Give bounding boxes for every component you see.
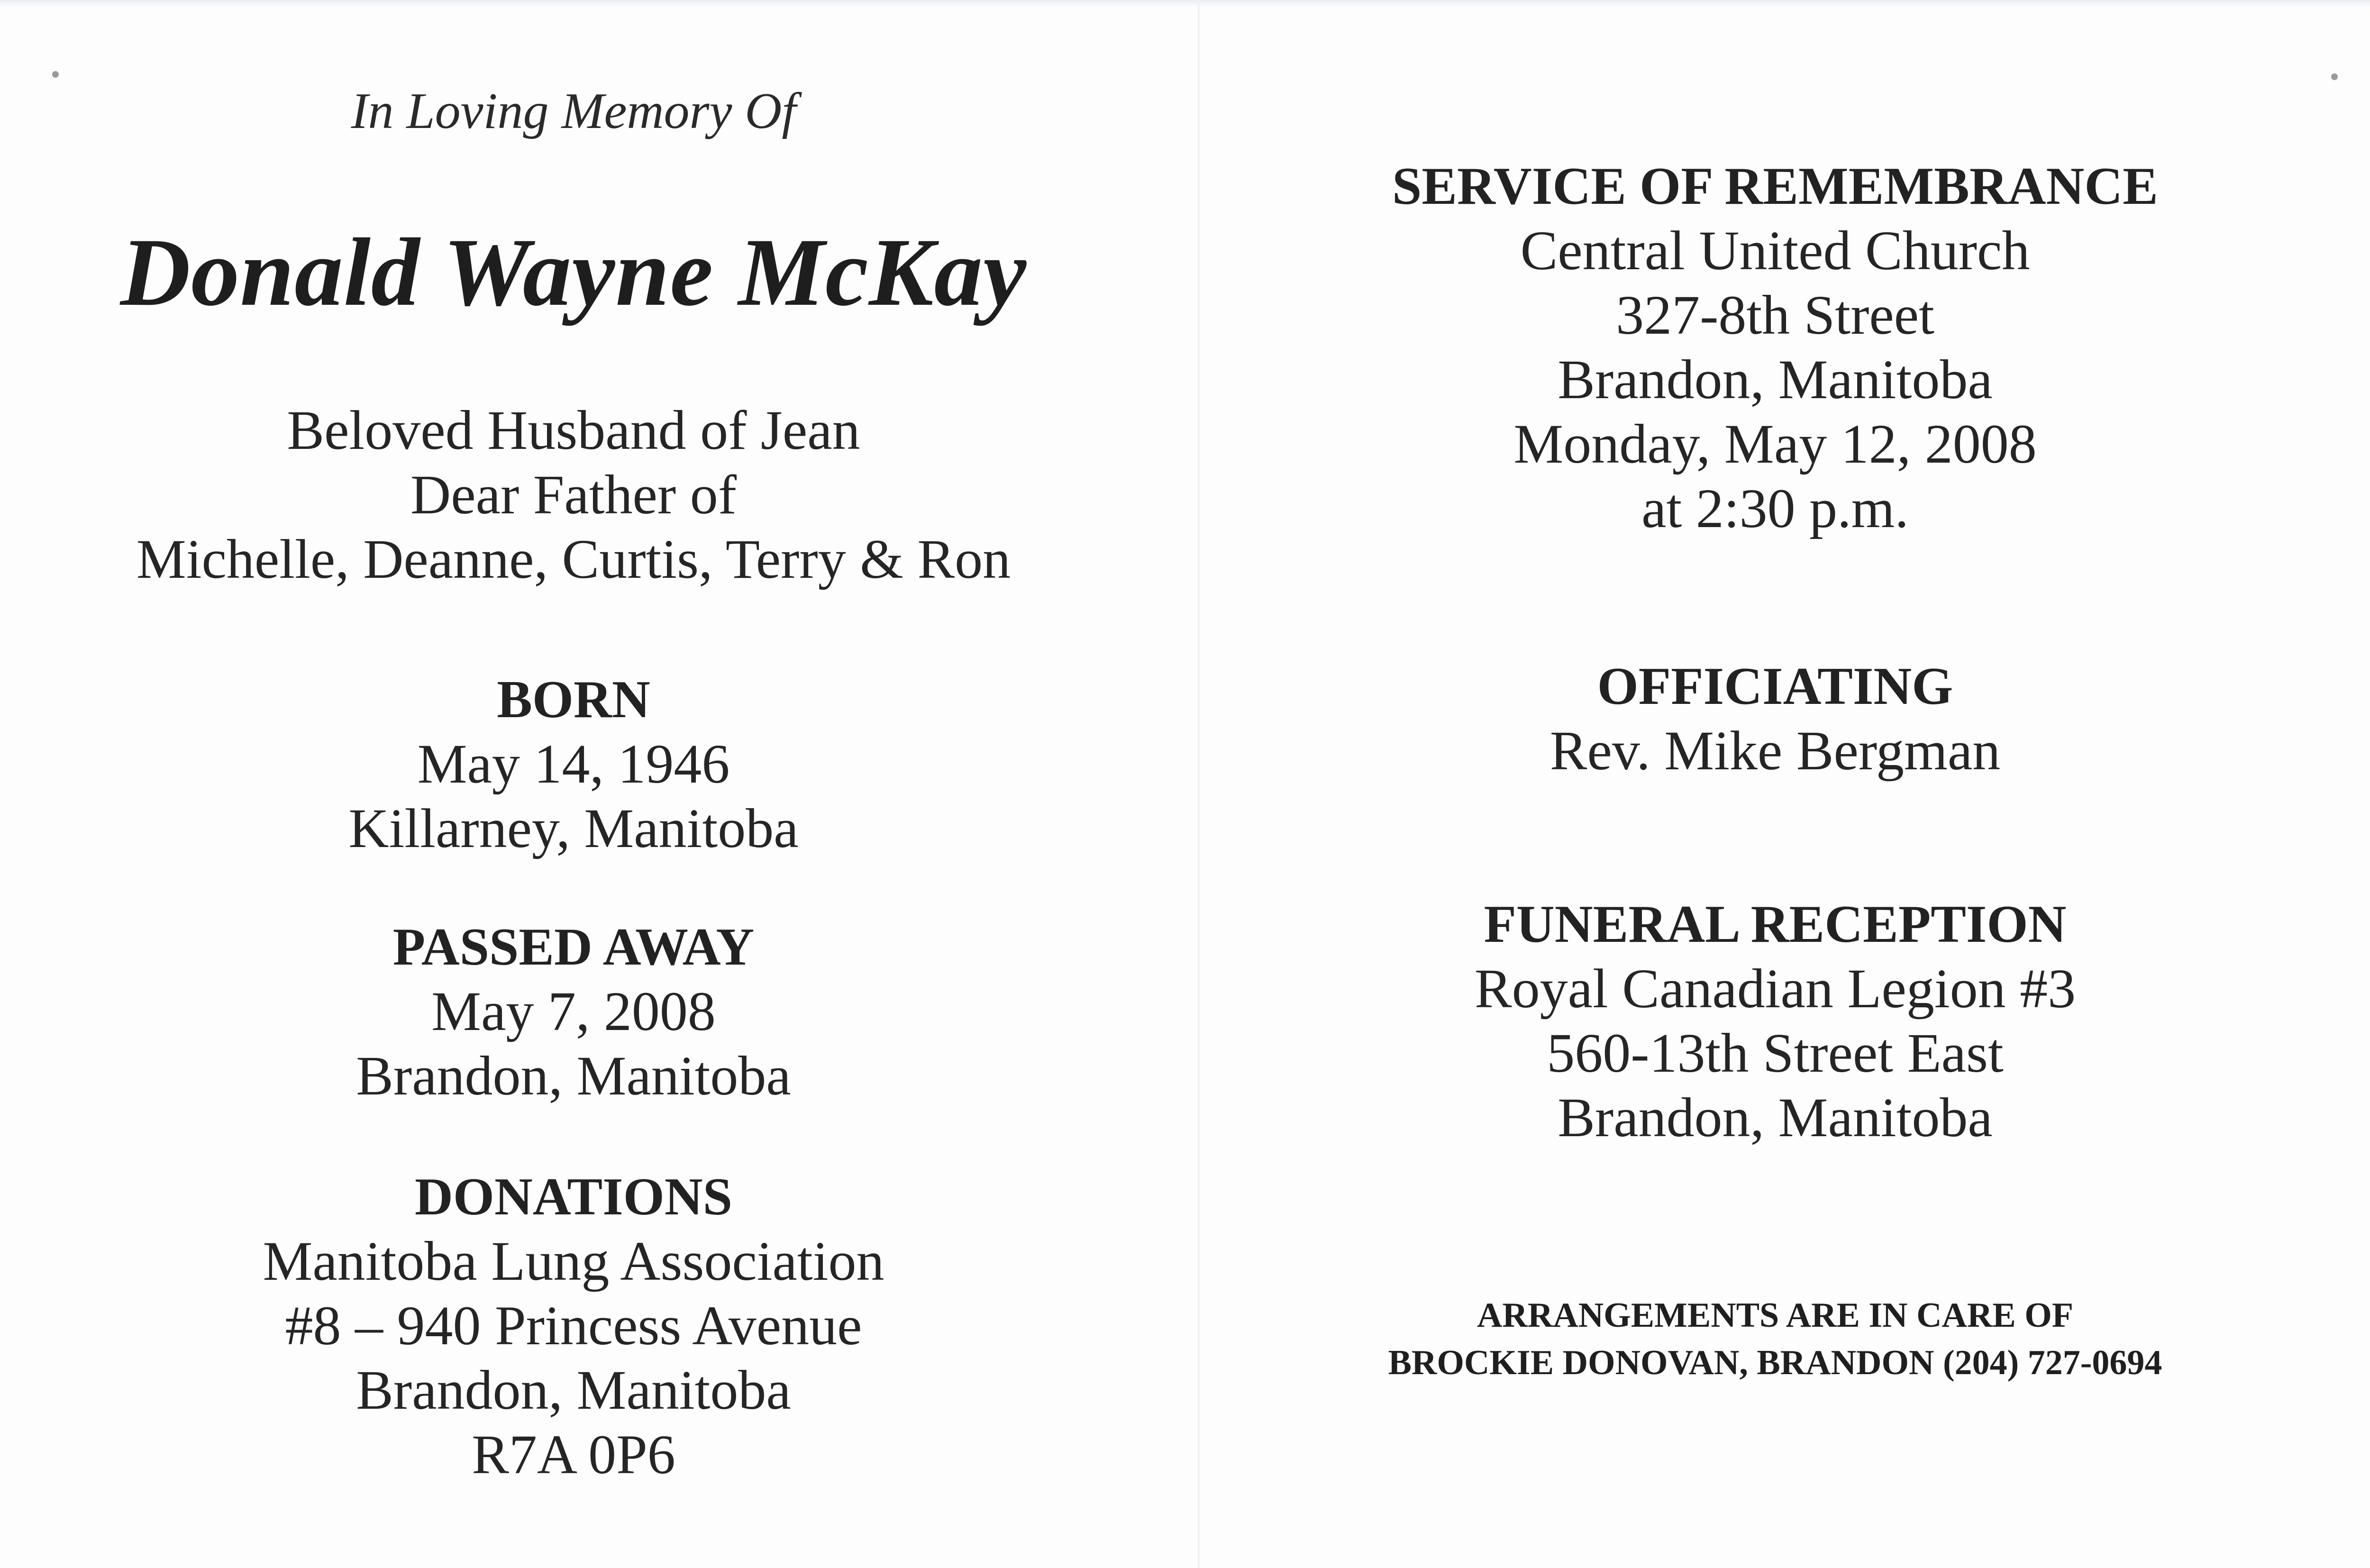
scan-speck (2331, 73, 2338, 80)
donations-line: #8 – 940 Princess Avenue (285, 1295, 862, 1357)
left-panel (0, 0, 1147, 1568)
donations-heading: DONATIONS (414, 1167, 733, 1226)
reception-heading: FUNERAL RECEPTION (1484, 895, 2067, 954)
card-fold-line (1198, 0, 1200, 1568)
right-panel (1256, 0, 2294, 1568)
reception-line: Royal Canadian Legion #3 (1474, 957, 2076, 1020)
service-line: Central United Church (1520, 219, 2030, 282)
service-line: Monday, May 12, 2008 (1513, 413, 2037, 475)
arrangements-line: BROCKIE DONOVAN, BRANDON (204) 727-0694 (1388, 1343, 2162, 1382)
deceased-name: Donald Wayne McKay (120, 219, 1027, 326)
service-line: 327-8th Street (1616, 284, 1934, 346)
donations-line: Brandon, Manitoba (356, 1359, 791, 1421)
born-place: Killarney, Manitoba (348, 797, 799, 859)
officiating-heading: OFFICIATING (1597, 657, 1953, 716)
arrangements-line: ARRANGEMENTS ARE IN CARE OF (1477, 1296, 2074, 1335)
family-line: Beloved Husband of Jean (287, 399, 860, 461)
officiant-name: Rev. Mike Bergman (1550, 720, 2001, 782)
family-line: Michelle, Deanne, Curtis, Terry & Ron (136, 528, 1011, 590)
service-heading: SERVICE OF REMEMBRANCE (1392, 157, 2158, 216)
passed-away-place: Brandon, Manitoba (356, 1045, 791, 1107)
passed-away-date: May 7, 2008 (431, 980, 716, 1042)
intro-text: In Loving Memory Of (351, 83, 796, 139)
donations-line: R7A 0P6 (472, 1423, 675, 1486)
reception-line: 560-13th Street East (1547, 1022, 2004, 1084)
family-line: Dear Father of (410, 464, 737, 526)
donations-line: Manitoba Lung Association (263, 1230, 884, 1292)
passed-away-heading: PASSED AWAY (392, 918, 755, 976)
service-line: Brandon, Manitoba (1558, 348, 1993, 410)
service-line: at 2:30 p.m. (1641, 477, 1909, 539)
reception-line: Brandon, Manitoba (1558, 1086, 1993, 1149)
born-heading: BORN (497, 670, 650, 729)
born-date: May 14, 1946 (417, 733, 730, 795)
